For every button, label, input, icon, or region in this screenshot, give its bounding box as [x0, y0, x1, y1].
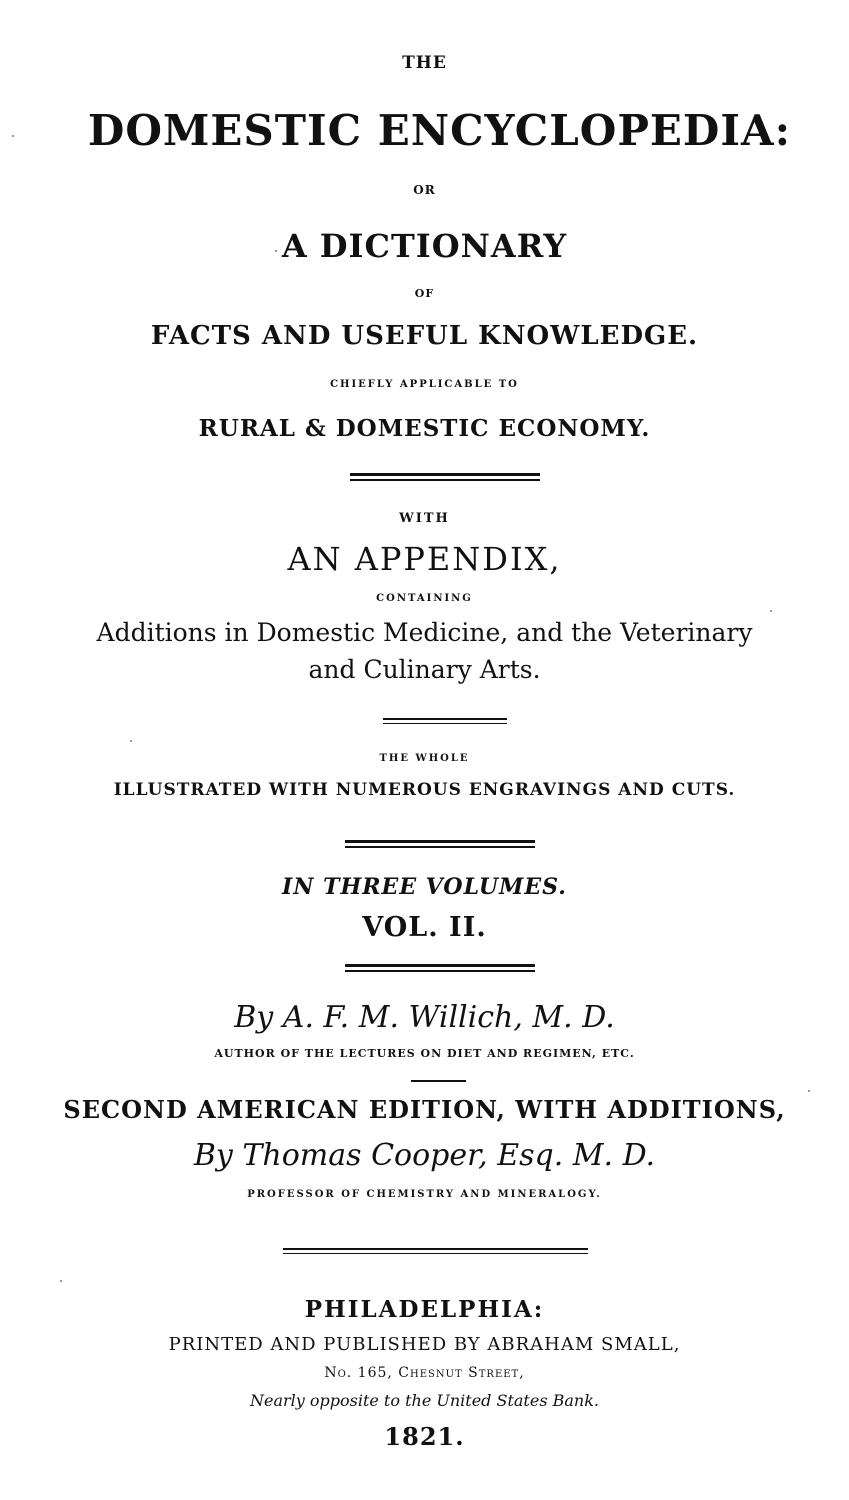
- scan-speck: [770, 610, 772, 612]
- scan-speck: [808, 1090, 810, 1092]
- short-rule: [411, 1080, 466, 1082]
- imprint-year: 1821.: [384, 1422, 465, 1451]
- volume-number: VOL. II.: [362, 912, 487, 943]
- ornamental-rule: [283, 1248, 588, 1254]
- imprint-printer: PRINTED AND PUBLISHED BY ABRAHAM SMALL,: [168, 1334, 681, 1355]
- ornamental-rule: [345, 840, 535, 848]
- or-label: OR: [413, 183, 436, 197]
- ornamental-rule: [345, 964, 535, 972]
- with-label: WITH: [399, 511, 450, 526]
- author-note: AUTHOR OF THE LECTURES ON DIET AND REGIMEN, ETC.: [214, 1047, 635, 1060]
- rural-subtitle: RURAL & DOMESTIC ECONOMY.: [198, 415, 651, 442]
- editor-line: By Thomas Cooper, Esq. M. D.: [193, 1138, 656, 1173]
- scan-speck: [12, 135, 14, 137]
- illustrated-line: ILLUSTRATED WITH NUMEROUS ENGRAVINGS AND CUTS.: [113, 780, 736, 800]
- ornamental-rule: [383, 718, 507, 724]
- of-label: OF: [414, 287, 435, 300]
- editor-note: PROFESSOR OF CHEMISTRY AND MINERALOGY.: [247, 1189, 602, 1200]
- imprint-location: Nearly opposite to the United States Bank.: [249, 1391, 600, 1410]
- scan-speck: [275, 250, 277, 252]
- imprint-address: No. 165, Chesnut Street,: [324, 1365, 525, 1381]
- scan-speck: [60, 1280, 62, 1282]
- additions-line-2: and Culinary Arts.: [308, 655, 541, 684]
- main-title: DOMESTIC ENCYCLOPEDIA:: [87, 106, 792, 155]
- imprint-city: PHILADELPHIA:: [304, 1296, 545, 1323]
- appendix-heading: AN APPENDIX,: [287, 540, 562, 578]
- additions-line-1: Additions in Domestic Medicine, and the Veterinary: [96, 618, 753, 647]
- chiefly-label: CHIEFLY APPLICABLE TO: [330, 379, 519, 390]
- containing-label: CONTAINING: [376, 593, 473, 604]
- volumes-line: IN THREE VOLUMES.: [282, 874, 567, 900]
- the-label: THE: [402, 53, 447, 73]
- dictionary-subtitle: A DICTIONARY: [281, 227, 568, 265]
- the-whole-label: THE WHOLE: [379, 753, 470, 764]
- scan-speck: [130, 740, 132, 742]
- edition-line: SECOND AMERICAN EDITION, WITH ADDITIONS,: [63, 1095, 786, 1124]
- ornamental-rule: [350, 473, 540, 481]
- facts-subtitle: FACTS AND USEFUL KNOWLEDGE.: [150, 321, 699, 351]
- author-line: By A. F. M. Willich, M. D.: [234, 1000, 615, 1035]
